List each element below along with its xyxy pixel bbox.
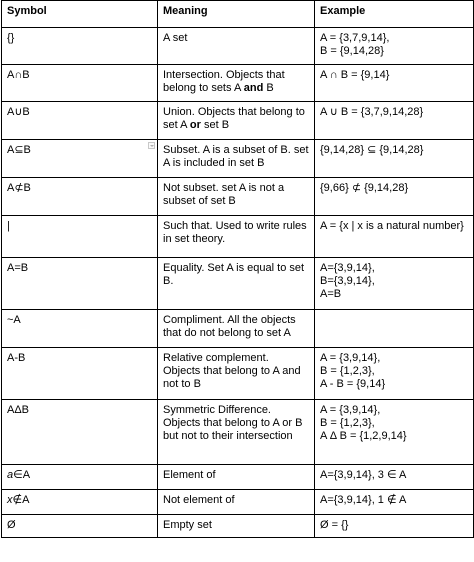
meaning-cell xyxy=(158,490,315,515)
header-example: Example xyxy=(315,1,474,28)
meaning-text: A set xyxy=(163,32,188,44)
symbol-text: A∩B xyxy=(7,69,30,81)
meaning-text: Subset. A is a subset of B. set A is included in set B xyxy=(163,144,309,169)
meaning-cell xyxy=(158,310,315,348)
symbol-cell xyxy=(2,140,158,178)
example-cell xyxy=(315,65,474,102)
meaning-emphasis: or xyxy=(189,119,201,131)
symbol-cell xyxy=(2,490,158,515)
example-line: A Δ B = {1,2,9,14} xyxy=(320,430,407,442)
meaning-text: Empty set xyxy=(163,519,212,531)
meaning-cell xyxy=(158,465,315,490)
symbol-cell xyxy=(2,400,158,465)
table-row xyxy=(2,310,474,348)
symbol-cell xyxy=(2,310,158,348)
example-line: {9,14,28} ⊆ {9,14,28} xyxy=(320,144,424,156)
example-cell xyxy=(315,515,474,538)
meaning-text: Compliment. All the objects that do not belong to set A xyxy=(163,314,296,339)
symbol-cell xyxy=(2,65,158,102)
meaning-text: set B xyxy=(200,119,230,131)
symbol-cell xyxy=(2,465,158,490)
symbol-text: ∈A xyxy=(13,469,31,481)
example-cell xyxy=(315,258,474,310)
meaning-text: Such that. Used to write rules in set theory. xyxy=(163,220,307,245)
symbol-text: {} xyxy=(7,32,15,44)
example-line: A={3,9,14}, 1 ∉ A xyxy=(320,494,407,506)
example-cell xyxy=(315,28,474,65)
table-row xyxy=(2,65,474,102)
symbol-text: A-B xyxy=(7,352,26,364)
symbol-text: A⊆B xyxy=(7,144,31,156)
symbol-text: | xyxy=(7,220,10,232)
example-cell xyxy=(315,490,474,515)
meaning-cell xyxy=(158,258,315,310)
meaning-text: Not element of xyxy=(163,494,235,506)
example-line: B = {1,2,3}, xyxy=(320,365,375,377)
example-line: A={3,9,14}, 3 ∈ A xyxy=(320,469,407,481)
table-row xyxy=(2,28,474,65)
example-line: A = {3,9,14}, xyxy=(320,404,381,416)
header-meaning: Meaning xyxy=(158,1,315,28)
example-cell xyxy=(315,310,474,348)
symbol-text: AΔB xyxy=(7,404,30,416)
example-line: B = {9,14,28} xyxy=(320,45,384,57)
symbol-cell xyxy=(2,216,158,258)
meaning-cell xyxy=(158,216,315,258)
example-line: A = {3,9,14}, xyxy=(320,352,381,364)
meaning-cell xyxy=(158,140,315,178)
example-line: {9,66} ⊄ {9,14,28} xyxy=(320,182,409,194)
header-row xyxy=(2,1,474,28)
symbol-text: ~A xyxy=(7,314,21,326)
table-row xyxy=(2,465,474,490)
symbol-text: A⊄B xyxy=(7,182,31,194)
example-cell xyxy=(315,178,474,216)
meaning-emphasis: and xyxy=(243,82,264,94)
meaning-text: Not subset. set A is not a subset of set B xyxy=(163,182,285,207)
filter-dropdown-icon xyxy=(148,142,155,149)
symbol-cell xyxy=(2,102,158,140)
example-cell xyxy=(315,102,474,140)
meaning-cell xyxy=(158,28,315,65)
set-symbols-table xyxy=(1,0,474,538)
meaning-text: Intersection. Objects that belong to sets A xyxy=(163,69,285,94)
table-row xyxy=(2,490,474,515)
symbol-cell xyxy=(2,348,158,400)
meaning-text: Union. Objects that belong to set A xyxy=(163,106,305,131)
table-row xyxy=(2,258,474,310)
symbol-text: ∉A xyxy=(12,494,30,506)
table-row xyxy=(2,348,474,400)
table-row xyxy=(2,216,474,258)
example-line: A={3,9,14}, xyxy=(320,262,375,274)
meaning-text: Relative complement. Objects that belong to A and not to B xyxy=(163,352,301,390)
example-line: B = {1,2,3}, xyxy=(320,417,375,429)
example-line: B={3,9,14}, xyxy=(320,275,375,287)
example-line: Ø = {} xyxy=(320,519,349,531)
example-cell xyxy=(315,400,474,465)
table-row xyxy=(2,102,474,140)
example-cell xyxy=(315,216,474,258)
symbol-cell xyxy=(2,28,158,65)
meaning-cell xyxy=(158,65,315,102)
table-row xyxy=(2,400,474,465)
example-line: A = {3,7,9,14}, xyxy=(320,32,390,44)
meaning-cell xyxy=(158,400,315,465)
meaning-text: Element of xyxy=(163,469,216,481)
symbol-cell xyxy=(2,258,158,310)
symbol-variable: x xyxy=(7,494,13,506)
example-line: A ∩ B = {9,14} xyxy=(320,69,390,81)
example-cell xyxy=(315,465,474,490)
meaning-cell xyxy=(158,348,315,400)
symbol-cell xyxy=(2,178,158,216)
example-line: A=B xyxy=(320,288,342,300)
meaning-text: B xyxy=(263,82,274,94)
meaning-text: Symmetric Difference. Objects that belong to A or B but not to their intersection xyxy=(163,404,303,442)
meaning-cell xyxy=(158,178,315,216)
table-row xyxy=(2,515,474,538)
example-line: A ∪ B = {3,7,9,14,28} xyxy=(320,106,424,118)
meaning-cell xyxy=(158,102,315,140)
symbol-text: A=B xyxy=(7,262,29,274)
example-line: A - B = {9,14} xyxy=(320,378,386,390)
meaning-cell xyxy=(158,515,315,538)
example-cell xyxy=(315,348,474,400)
table-row xyxy=(2,178,474,216)
symbol-text: A∪B xyxy=(7,106,30,118)
header-symbol: Symbol xyxy=(2,1,158,28)
symbol-cell xyxy=(2,515,158,538)
example-cell xyxy=(315,140,474,178)
example-line: A = {x | x is a natural number} xyxy=(320,220,464,232)
symbol-text: Ø xyxy=(7,519,16,531)
meaning-text: Equality. Set A is equal to set B. xyxy=(163,262,305,287)
symbol-variable: a xyxy=(7,469,14,481)
table-row xyxy=(2,140,474,178)
